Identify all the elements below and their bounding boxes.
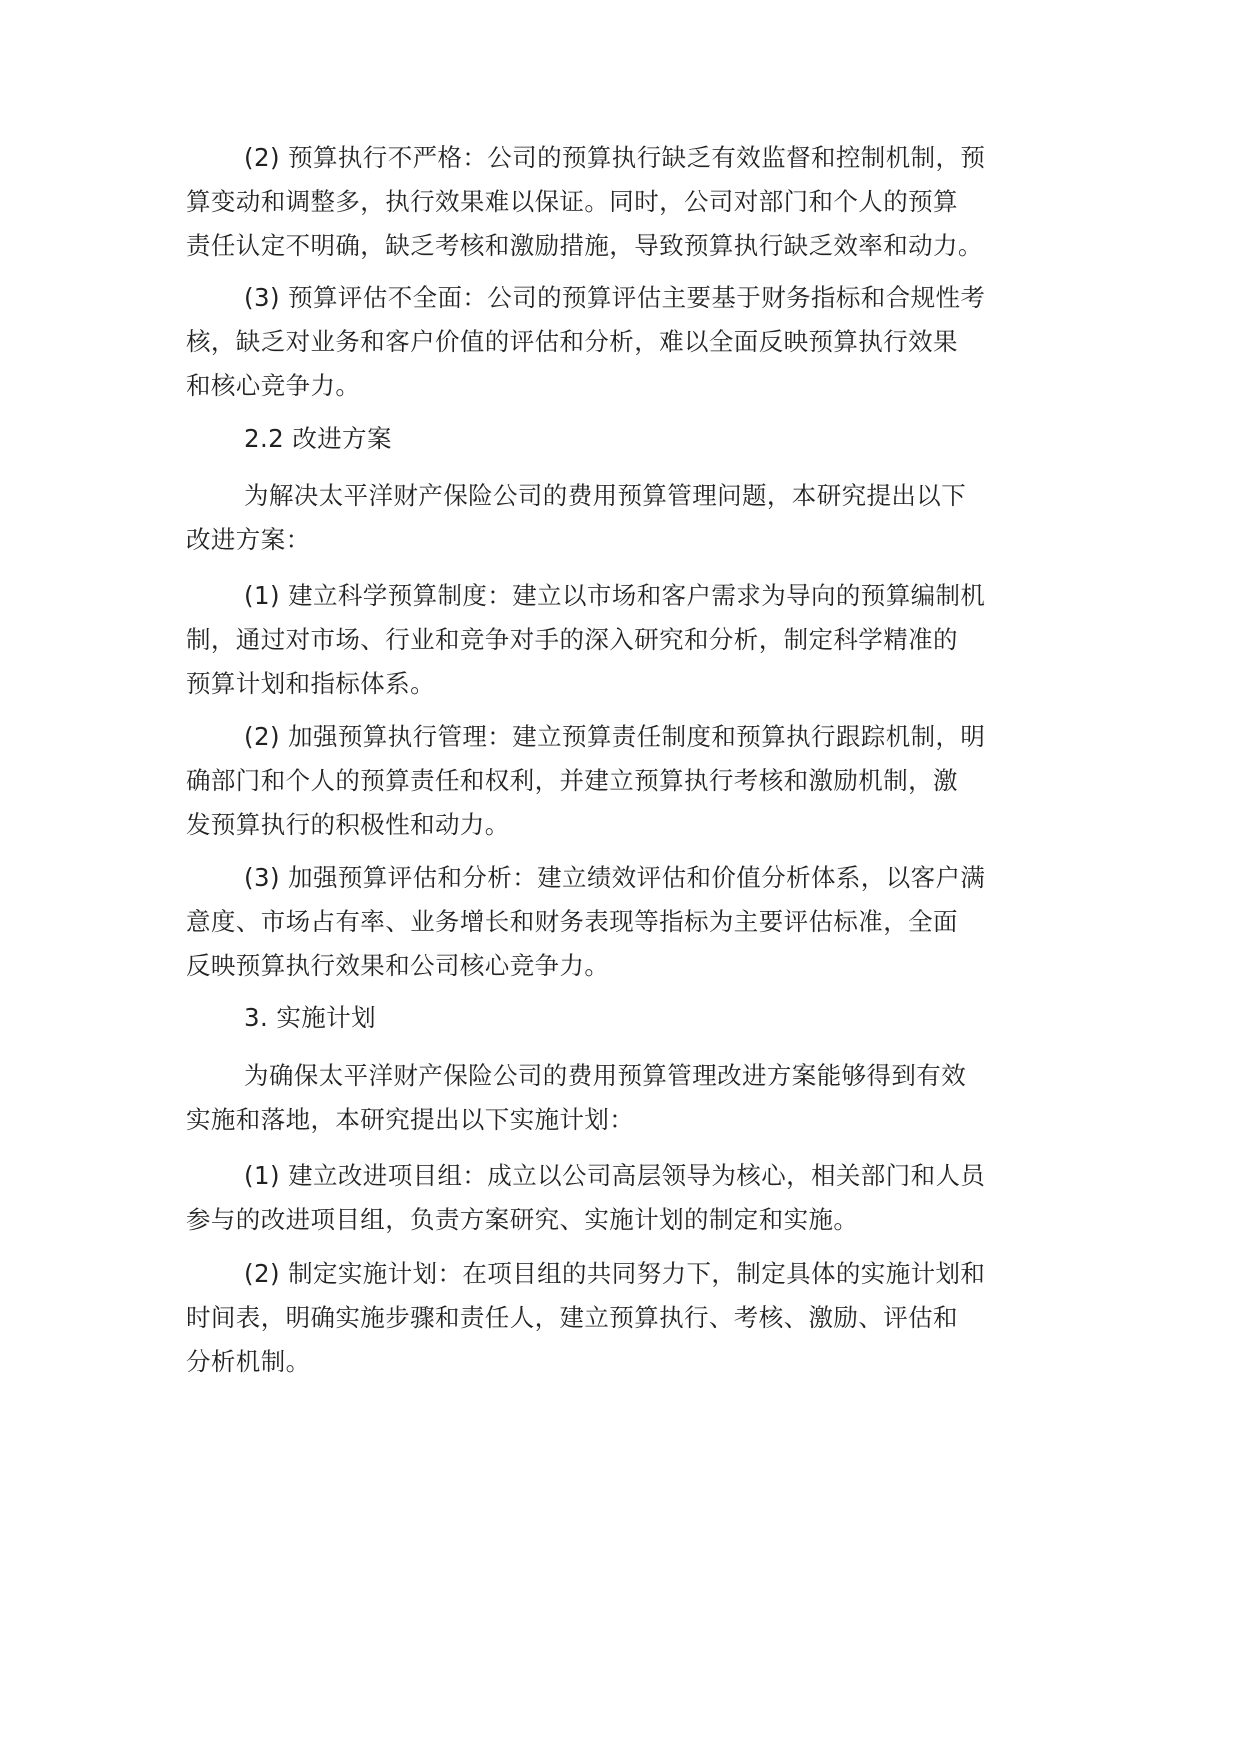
section-heading: [186, 417, 1066, 461]
text-line: 为确保太平洋财产保险公司的费用预算管理改进方案能够得到有效: [244, 1061, 967, 1090]
text-line: (1) 建立科学预算制度：建立以市场和客户需求为导向的预算编制机: [244, 581, 986, 610]
text-line: 核，缺乏对业务和客户价值的评估和分析，难以全面反映预算执行效果: [186, 327, 958, 356]
text-line: 责任认定不明确，缺乏考核和激励措施，导致预算执行缺乏效率和动力。: [186, 231, 983, 260]
text-line: 意度、市场占有率、业务增长和财务表现等指标为主要评估标准，全面: [186, 907, 958, 936]
list-item-scientific-budget: [186, 574, 1066, 706]
text-line: (3) 预算评估不全面：公司的预算评估主要基于财务指标和合规性考: [244, 283, 986, 312]
text-line: 确部门和个人的预算责任和权利，并建立预算执行考核和激励机制，激: [186, 766, 958, 795]
text-line: (2) 预算执行不严格：公司的预算执行缺乏有效监督和控制机制，预: [244, 143, 986, 172]
text-line: 改进方案：: [186, 525, 311, 554]
text-line: 预算计划和指标体系。: [186, 669, 435, 698]
heading-text: 2.2 改进方案: [244, 424, 392, 453]
text-line: (2) 加强预算执行管理：建立预算责任制度和预算执行跟踪机制，明: [244, 722, 986, 751]
heading-text: 3. 实施计划: [244, 1003, 376, 1032]
section-heading: [186, 996, 1066, 1040]
list-item-execution-management: [186, 715, 1066, 847]
text-line: 制，通过对市场、行业和竞争对手的深入研究和分析，制定科学精准的: [186, 625, 958, 654]
intro-paragraph: [186, 474, 1066, 562]
list-item-project-team: [186, 1154, 1066, 1242]
text-line: 实施和落地，本研究提出以下实施计划：: [186, 1105, 635, 1134]
text-line: (1) 建立改进项目组：成立以公司高层领导为核心，相关部门和人员: [244, 1161, 986, 1190]
text-line: 发预算执行的积极性和动力。: [186, 810, 510, 839]
text-line: 反映预算执行效果和公司核心竞争力。: [186, 951, 610, 980]
text-line: 时间表，明确实施步骤和责任人，建立预算执行、考核、激励、评估和: [186, 1303, 958, 1332]
text-line: 参与的改进项目组，负责方案研究、实施计划的制定和实施。: [186, 1205, 859, 1234]
list-item-implementation-plan: [186, 1252, 1066, 1384]
text-line: 为解决太平洋财产保险公司的费用预算管理问题，本研究提出以下: [244, 481, 967, 510]
list-item-budget-evaluation: [186, 276, 1066, 408]
list-item-evaluation-analysis: [186, 856, 1066, 988]
list-item-budget-execution: [186, 136, 1066, 268]
text-line: (2) 制定实施计划：在项目组的共同努力下，制定具体的实施计划和: [244, 1259, 986, 1288]
text-line: (3) 加强预算评估和分析：建立绩效评估和价值分析体系，以客户满: [244, 863, 986, 892]
intro-paragraph: [186, 1054, 1066, 1142]
text-line: 和核心竞争力。: [186, 371, 361, 400]
text-line: 算变动和调整多，执行效果难以保证。同时，公司对部门和个人的预算: [186, 187, 958, 216]
text-line: 分析机制。: [186, 1347, 311, 1376]
